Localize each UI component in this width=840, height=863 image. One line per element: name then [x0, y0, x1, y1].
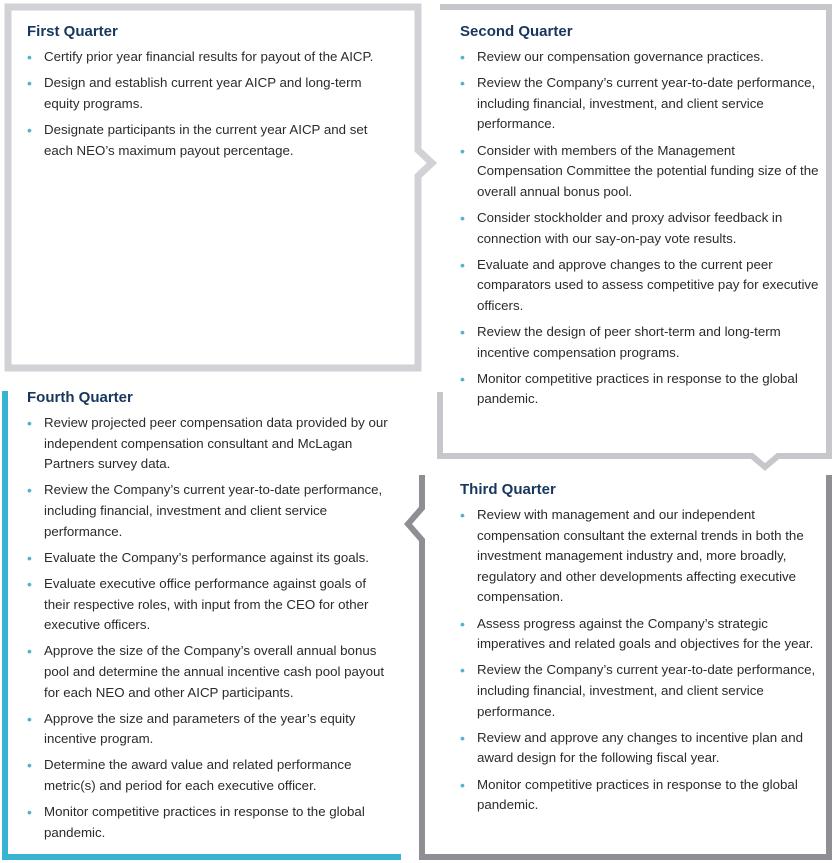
list-item: • Review with management and our independent compensation consultant the external trends in both the investment management industry and, more broadly, regulatory and other developments affecting executive compensation.	[460, 505, 820, 608]
third-quarter-list	[460, 505, 820, 816]
second-quarter-list	[460, 47, 820, 410]
list-item: • Certify prior year financial results for payout of the AICP.	[27, 47, 387, 68]
list-item: • Approve the size of the Company’s overall annual bonus pool and determine the annual incentive cash pool payout for each NEO and other AICP participants.	[27, 641, 389, 703]
second-quarter-panel	[460, 23, 820, 416]
list-item: • Review and approve any changes to incentive plan and award design for the following fiscal year.	[460, 728, 820, 769]
list-item: • Design and establish current year AICP and long-term equity programs.	[27, 73, 387, 114]
list-item: • Review the Company’s current year-to-date performance, including financial, investment, and client service performance.	[460, 660, 820, 722]
list-item: • Assess progress against the Company’s strategic imperatives and related goals and objectives for the year.	[460, 614, 820, 655]
second-quarter-title: Second Quarter	[460, 23, 573, 40]
fourth-quarter-panel	[27, 389, 389, 849]
list-item: • Consider stockholder and proxy advisor feedback in connection with our say-on-pay vote results.	[460, 208, 820, 249]
first-quarter-title: First Quarter	[27, 23, 118, 40]
list-item: • Monitor competitive practices in response to the global pandemic.	[460, 775, 820, 816]
list-item: • Review the Company’s current year-to-date performance, including financial, investment, and client service performance.	[460, 73, 820, 135]
list-item: • Review projected peer compensation data provided by our independent compensation consultant and McLagan Partners survey data.	[27, 413, 389, 475]
list-item: • Consider with members of the Management Compensation Committee the potential funding size of the overall annual bonus pool.	[460, 141, 820, 203]
fourth-quarter-list	[27, 413, 389, 843]
first-quarter-panel	[27, 23, 387, 167]
third-quarter-panel	[460, 481, 820, 821]
list-item: • Monitor competitive practices in response to the global pandemic.	[27, 802, 389, 843]
first-quarter-list	[27, 47, 387, 161]
list-item: • Review the Company’s current year-to-date performance, including financial, investment and client service performance.	[27, 480, 389, 542]
third-quarter-title: Third Quarter	[460, 481, 556, 498]
list-item: • Evaluate and approve changes to the current peer comparators used to assess competitive pay for executive officers.	[460, 255, 820, 317]
list-item: • Evaluate executive office performance against goals of their respective roles, with input from the CEO for other executive officers.	[27, 574, 389, 636]
list-item: • Determine the award value and related performance metric(s) and period for each executive officer.	[27, 755, 389, 796]
list-item: • Review our compensation governance practices.	[460, 47, 820, 68]
fourth-quarter-title: Fourth Quarter	[27, 389, 133, 406]
list-item: • Approve the size and parameters of the year’s equity incentive program.	[27, 709, 389, 750]
list-item: • Designate participants in the current year AICP and set each NEO’s maximum payout percentage.	[27, 120, 387, 161]
list-item: • Evaluate the Company’s performance against its goals.	[27, 548, 389, 569]
list-item: • Review the design of peer short-term and long-term incentive compensation programs.	[460, 322, 820, 363]
list-item: • Monitor competitive practices in response to the global pandemic.	[460, 369, 820, 410]
